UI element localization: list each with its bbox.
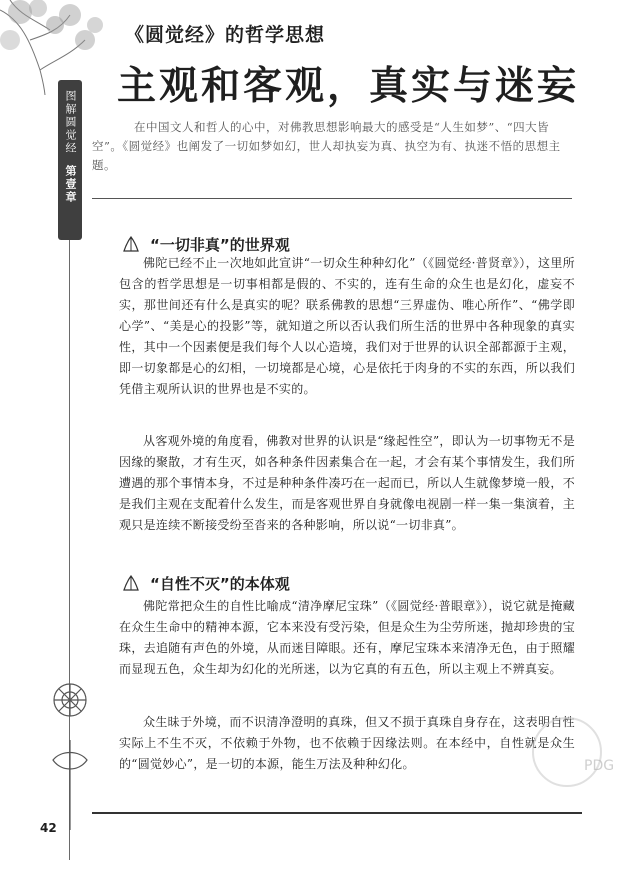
section-1-paragraph-1: 佛陀已经不止一次地如此宣讲“一切众生种种幻化”（《圆觉经·普贤章》），这里所包含的哲学思想是一切事相都是假的、不实的，连有生命的众生也是幻化，虚妄不实，那世间还有什么是真实的呢？联系佛教的思想“三界虚伪、唯心所作”、“佛学即心学”、“美是心的投影”等，就知道之所以否认我们所生活的世界中各种现象的真实性，其中一个因素便是我们每个人以心造境，我们对于世界的认识全部都源于主观，即一切象都是心的幻相，一切境都是心境，心是依托于肉身的不实的东西，所以我们凭借主观所认识的世界也是不实的。	[119, 256, 575, 396]
watermark-stamp	[512, 712, 622, 792]
intro-paragraph: 在中国文人和哲人的心中，对佛教思想影响最大的感受是“人生如梦”、“四大皆空”。《圆觉经》也阐发了一切如梦如幻，世人却执妄为真、执空为有、执迷不悟的思想主题。	[92, 120, 561, 172]
book-title: 图解圆觉经	[64, 90, 77, 155]
section-2-paragraph-1: 佛陀常把众生的自性比喻成“清净摩尼宝珠”（《圆觉经·普眼章》），说它就是掩藏在众生生命中的精神本源，它本来没有受污染，但是众生为尘劳所迷，抛却珍贵的宝珠，去追随有声色的外境，从而迷目障眼。还有，摩尼宝珠本来清净无色，由于照耀而显现五色，众生却为幻化的光所迷，以为它真的有五色，所以主观上不辨真妄。	[119, 599, 575, 676]
chapter-label: 第壹章	[64, 165, 77, 204]
section-heading-1	[120, 233, 290, 255]
lotus-hand-icon	[120, 572, 142, 594]
section-1-paragraph-2: 从客观外境的角度看，佛教对世界的认识是“缘起性空”，即认为一切事物无不是因缘的聚散，才有生灭，如各种条件因素集合在一起，才会有某个事情发生，我们所遭遇的那个事情本身，不过是种种条件凑巧在一起而已，所以人生就像梦境一般，不是我们主观在支配着什么发生，而是客观世界自身就像电视剧一样一集一集演着，主观只是连续不断接受纷至沓来的各种影响，所以说“一切非真”。	[119, 434, 575, 532]
page-number: 42	[40, 821, 57, 835]
page-title: 主观和客观，真实与迷妄	[117, 63, 580, 109]
header-subtitle: 《圆觉经》的哲学思想	[125, 24, 326, 46]
section-title-1: “一切非真”的世界观	[150, 235, 290, 254]
intro-divider	[92, 198, 572, 199]
lotus-ornament	[47, 640, 93, 840]
watermark-text: PDG	[584, 758, 615, 774]
section-title-2: “自性不灭”的本体观	[150, 574, 290, 593]
section-heading-2	[120, 572, 290, 594]
section-2-paragraph-2: 众生昧于外境，而不识清净澄明的真珠，但又不损于真珠自身存在，这表明自性实际上不生不灭，不依赖于外物，也不依赖于因缘法则。在本经中，自性就是众生的“圆觉妙心”，是一切的本源，能生万法及种种幻化。	[119, 715, 575, 771]
sidebar-chapter-tab	[58, 80, 82, 240]
lotus-hand-icon	[120, 233, 142, 255]
bottom-rule	[92, 812, 582, 814]
